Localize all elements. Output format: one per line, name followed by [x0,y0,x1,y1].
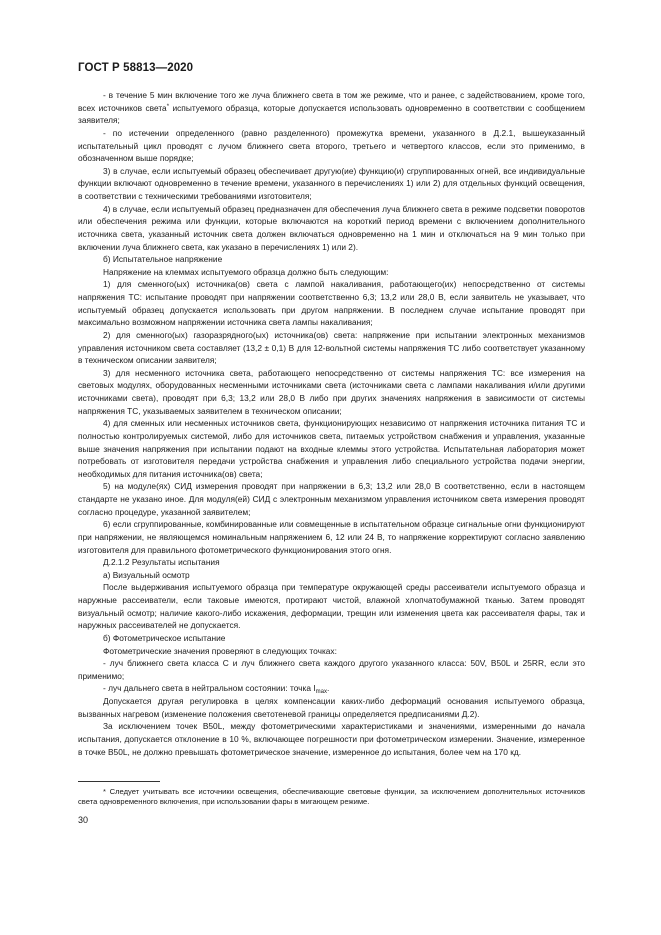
footnote [78,787,585,808]
paragraph: 6) если сгруппированные, комбинированные или совмещенные в испытательном образце сигнальные огни функционируют при напряжении, не являющемся номинальным напряжением 6, 12 или 24 В, то напряжение корректируют согласно заявлению изготовителя для правильного фотометрического функционирования этого огня. [78,519,585,555]
paragraph: 4) в случае, если испытуемый образец предназначен для обеспечения луча ближнего света в режиме подсветки поворотов или обеспечения режима или функции, которые включаются на короткий период времени с включением дополнительного источника света, указанный источник света должен включаться одновременно на 1 мин и отключаться на 9 мин только при включении луча ближнего света, как указано в перечислениях 1) или 2). [78,203,585,252]
paragraph: - луч ближнего света класса С и луч ближнего света каждого другого указанного класса: 50V, B50L и 25RR, если это применимо; [78,658,585,681]
paragraph: 1) для сменного(ых) источника(ов) света с лампой накаливания, работающего(их) непосредственно от системы напряжения ТС: испытание проводят при напряжении соответственно 6,3; 13,2 или 28,0 В, если заявитель не указывает, что испытуемый образец допускается использовать при другом напряжении. В последнем случае испытание проводят при максимально возможном напряжении источника света лампы накаливания; [78,279,585,328]
body-text [78,89,585,758]
footnote-separator [78,781,160,782]
standard-number-header: ГОСТ Р 58813—2020 [78,62,194,74]
imax-subscript: max [315,689,327,696]
paragraph: а) Визуальный осмотр [103,569,190,580]
paragraph: Допускается другая регулировка в целях компенсации каких-либо деформаций основания испытуемого образца, вызванных нагревом (изменение положения светотеневой границы определяется предписаниями Д.2). [78,696,585,719]
paragraph: 3) в случае, если испытуемый образец обеспечивает другую(ие) функцию(и) сгруппированных огней, все индивидуальные функции включают одновременно в течение времени, указанного в перечислениях 1) или 2) для отдельных функций освещения, в соответствии с техническими требованиями изготовителя; [78,165,585,201]
footnote-text: * Следует учитывать все источники освещения, обеспечивающие световые функции, за исключением дополнительных источников света одновременного включения, при использовании фары в мигающем режиме. [78,787,585,807]
paragraph-imax [78,682,585,695]
paragraph: Фотометрические значения проверяют в следующих точках: [103,645,337,656]
paragraph: - в течение 5 мин включение того же луча ближнего света в том же режиме, что и ранее, с задействованием, кроме того, всех источников света* испытуемого образца, которые допускается использовать одновременно в соответствии с сообщением заявителя; [78,90,585,126]
section-heading: Д.2.1.2 Результаты испытания [103,557,220,568]
page-number: 30 [78,815,89,825]
imax-period: . [326,683,330,694]
paragraph: 5) на модуле(ях) СИД измерения проводят при напряжении в 6,3; 13,2 или 28,0 В соответственно, если в настоящем стандарте не указано иное. Для модуля(ей) СИД с электронным механизмом управления источником света измерения проводят согласно процедуре, указанной заявителем; [78,481,585,517]
paragraph: Напряжение на клеммах испытуемого образца должно быть следующим: [103,266,389,277]
paragraph: б) Фотометрическое испытание [103,632,226,643]
paragraph: б) Испытательное напряжение [103,254,223,265]
footnote-reference: * [166,103,170,110]
paragraph: 4) для сменных или несменных источников света, функционирующих независимо от напряжения источника питания ТС и полностью контролируемых системой, либо для источников света, питаемых устройством снабжения и управления, указанные выше значения напряжения при испытании подают на входные клеммы этого устройства. Испытательная лаборатория может потребовать от изготовителя передачи устройства снабжения и управления либо специального устройства подачи энергии, необходимых для питания источника(ов) света; [78,418,585,479]
paragraph: За исключением точек B50L, между фотометрическими характеристиками и значениями, измеренными до начала испытания, допускается отклонение в 10 %, включающее погрешности при фотометрическом измерении. Значение, измеренное в точке B50L, не должно превышать фотометрическое значение, измеренное до испытания, более чем на 170 кд. [78,721,585,757]
paragraph: 3) для несменного источника света, работающего непосредственно от системы напряжения ТС: все измерения на световых модулях, оборудованных несменными источниками света (источниками света с лампами накаливания и/или другими источниками света), проводят при 6,3; 13,2 или 28,0 В либо при других значениях напряжения в зависимости от системы напряжения ТС, указываемых заявителем в техническом описании; [78,367,585,416]
paragraph: - по истечении определенного (равно разделенного) промежутка времени, указанного в Д.2.1, вышеуказанный испытательный цикл проводят с лучом ближнего света второго, третьего и четвертого классов, если это применимо, в обозначенном выше порядке; [78,127,585,164]
paragraph: 2) для сменного(ых) газоразрядного(ых) источника(ов) света: напряжение при испытании электронных механизмов управления источником света составляет (13,2 ± 0,1) В для 12-вольтной системы напряжения ТС либо соответствует указанному в техническом описании заявителя; [78,329,585,366]
imax-text: - луч дальнего света в нейтральном состоянии: точка I [103,683,316,694]
paragraph: После выдерживания испытуемого образца при температуре окружающей среды рассеиватели испытуемого образца и наружные рассеиватели, если таковые имеются, протирают чистой, влажной хлопчатобумажной тканью. Затем проводят визуальный осмотр; наличие какого-либо искажения, деформации, трещин или изменения цвета как рассеивателя фары, так и наружных рассеивателей не допускается. [78,582,585,631]
